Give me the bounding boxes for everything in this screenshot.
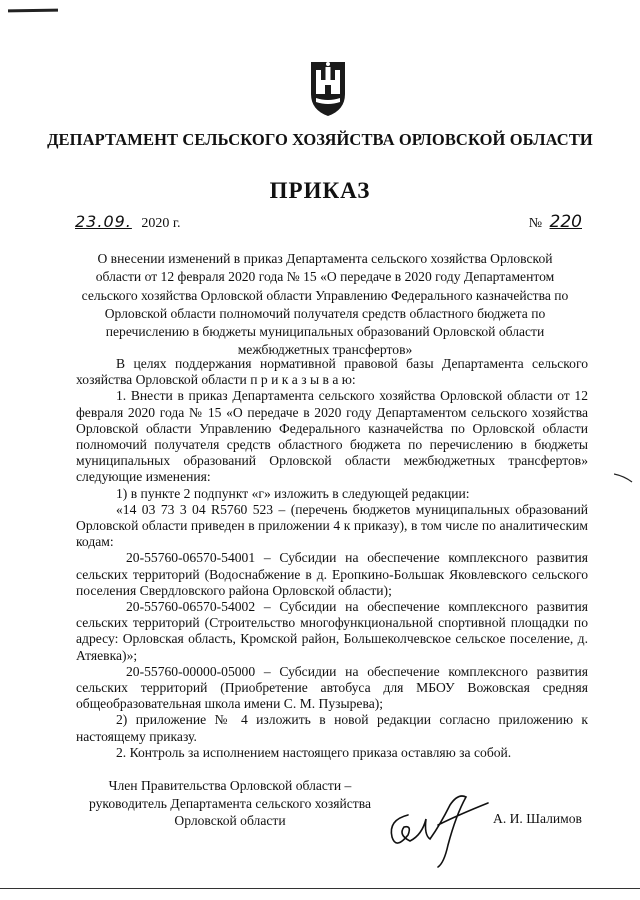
handwritten-date: 23.09. xyxy=(75,212,132,231)
order-subject xyxy=(70,250,580,360)
subject-line: межбюджетных трансфертов» xyxy=(237,342,413,358)
subitem-2-paragraph: 2) приложение № 4 изложить в новой редакции согласно приложению к настоящему приказу. xyxy=(76,712,588,744)
document-title: ПРИКАЗ xyxy=(269,178,371,203)
date-year: 2020 г. xyxy=(141,216,181,231)
analytic-code-paragraph: 20-55760-00000-05000 – Субсидии на обеспечение комплексного развития сельских территорий (Приобретение автобуса для МБОУ Вожовская средняя общеобразовательная школа имени С. М. Пузырева); xyxy=(76,663,588,712)
subject-line: Орловской области полномочий получателя средств областного бюджета по xyxy=(104,305,546,321)
coat-of-arms-icon xyxy=(303,58,353,118)
budget-code-paragraph: «14 03 73 3 04 R5760 523 – (перечень бюджетов муниципальных образований Орловской области приведен в приложении 4 к приказу), в том числе по аналитическим кодам: xyxy=(76,501,588,550)
subject-line: области от 12 февраля 2020 года № 15 «О передаче в 2020 году Департаментом xyxy=(95,269,555,285)
handwritten-number: 220 xyxy=(549,212,582,232)
signatory-position xyxy=(80,777,380,830)
signatory-name: А. И. Шалимов xyxy=(493,811,582,826)
subject-line: перечислению в бюджеты муниципальных образований Орловской области xyxy=(105,324,545,340)
handwritten-signature xyxy=(378,775,508,870)
item-2-paragraph: 2. Контроль за исполнением настоящего приказа оставляю за собой. xyxy=(116,744,512,760)
subject-line: сельского хозяйства Орловской области Управлению Федерального казначейства по xyxy=(81,287,569,303)
order-number xyxy=(529,212,582,232)
position-line: Член Правительства Орловской области – xyxy=(108,778,352,793)
analytic-code-paragraph: 20-55760-06570-54002 – Субсидии на обеспечение комплексного развития сельских территорий (Строительство многофункциональной спортивной площадки по адресу: Орловская область, Кромской район, Большеколчевское сельское поселение, д. Атяевка)»; xyxy=(76,599,588,663)
subitem-1-paragraph: 1) в пункте 2 подпункт «г» изложить в следующей редакции: xyxy=(116,485,470,501)
subject-line: О внесении изменений в приказ Департамента сельского хозяйства Орловской xyxy=(97,251,553,266)
department-name: ДЕПАРТАМЕНТ СЕЛЬСКОГО ХОЗЯЙСТВА ОРЛОВСКОЙ ОБЛАСТИ xyxy=(47,130,593,149)
scan-artifact-mark xyxy=(8,9,58,13)
item-1-paragraph: 1. Внести в приказ Департамента сельского хозяйства Орловской области от 12 февраля 2020 года № 15 «О передаче в 2020 году Департаментом сельского хозяйства Орловской области Управлению Федерального казначейства по Орловской области полномочий получателя средств областного бюджета по перечислению в бюджеты муниципальных образований Орловской области межбюджетных трансфертов» следующие изменения: xyxy=(76,388,588,485)
order-date xyxy=(75,212,181,232)
scan-edge-mark xyxy=(614,472,634,484)
position-line: руководитель Департамента сельского хозяйства xyxy=(88,795,371,811)
position-line: Орловской области xyxy=(174,813,286,828)
order-body xyxy=(76,356,588,761)
page-bottom-edge xyxy=(0,888,640,889)
analytic-code-paragraph: 20-55760-06570-54001 – Субсидии на обеспечение комплексного развития сельских территорий (Водоснабжение в д. Еропкино-Большак Яковлевского сельского поселения Свердловского района Орловской области); xyxy=(76,550,588,598)
number-label: № xyxy=(528,216,543,231)
preamble-paragraph: В целях поддержания нормативной правовой базы Департамента сельского хозяйства Орловской области п р и к а з ы в а ю: xyxy=(76,356,588,388)
